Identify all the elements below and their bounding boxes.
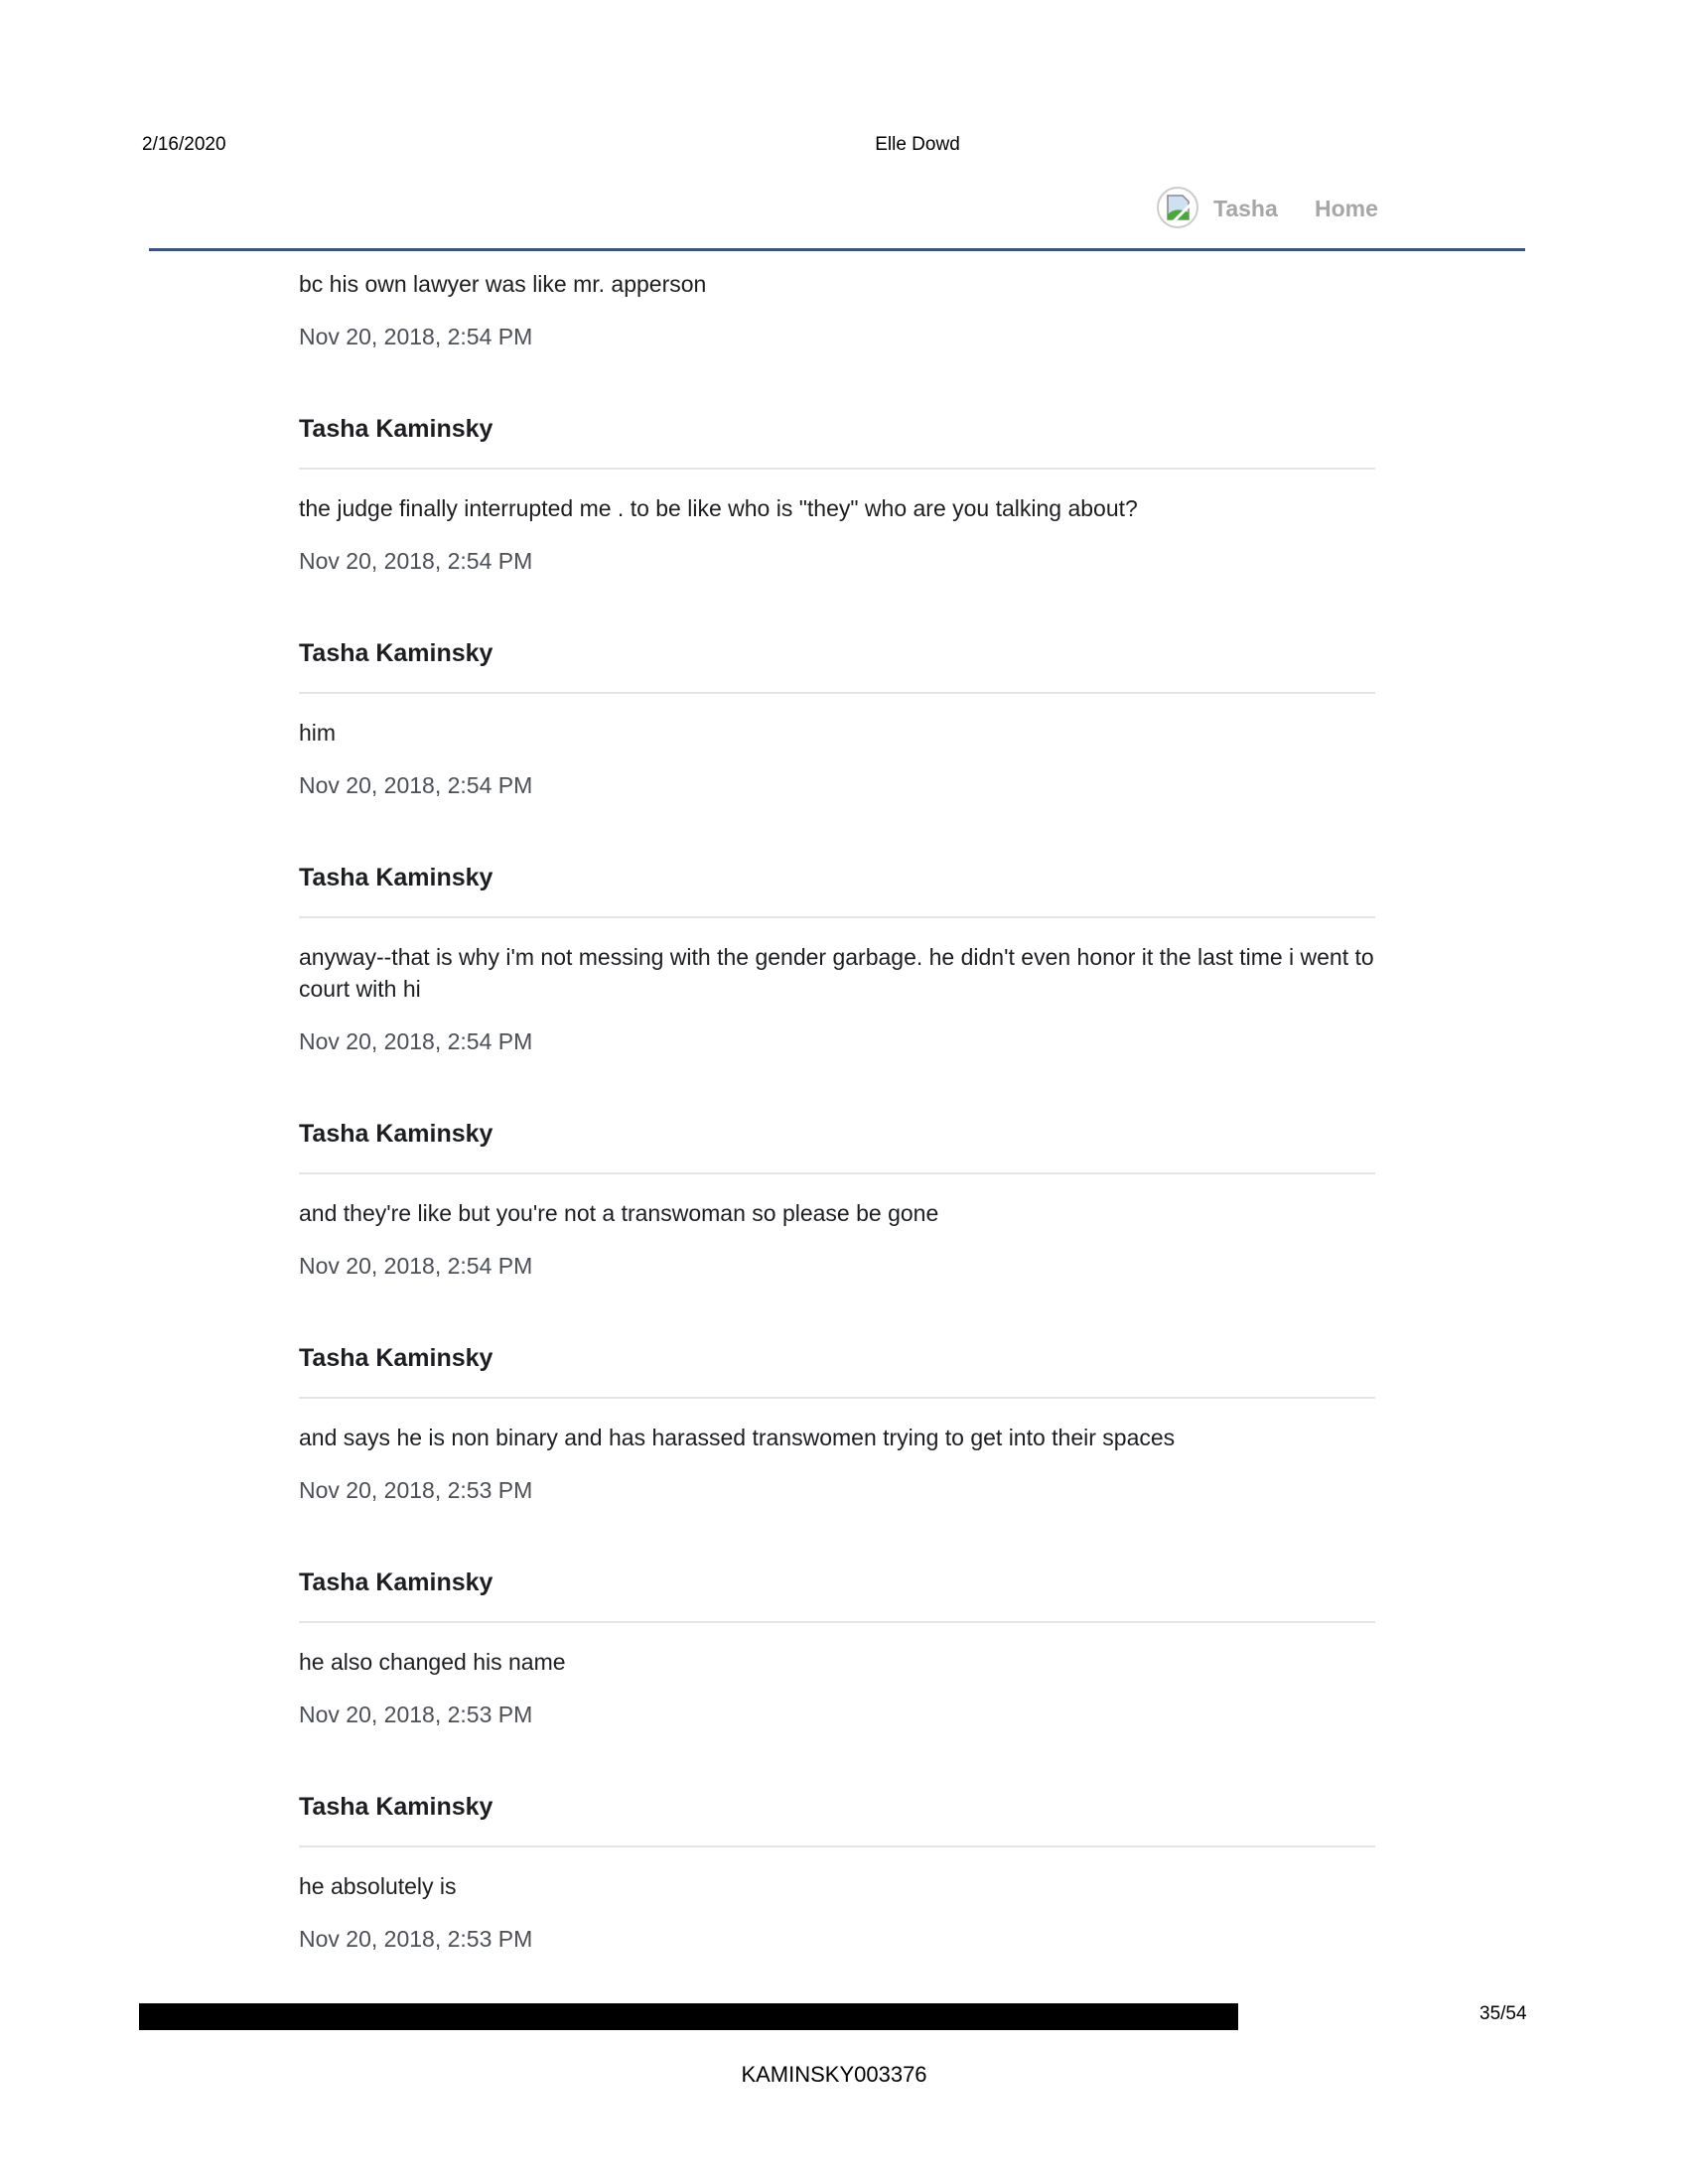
bates-number: KAMINSKY003376 — [741, 2062, 927, 2087]
message-text: anyway--that is why i'm not messing with the gender garbage. he didn't even honor it the last time i went to court with hi — [299, 944, 1374, 1002]
message-timestamp: Nov 20, 2018, 2:53 PM — [299, 1926, 533, 1952]
message-item — [299, 1118, 1375, 1282]
avatar[interactable] — [1157, 187, 1198, 228]
message-text: bc his own lawyer was like mr. apperson — [299, 271, 707, 297]
sender-name: Tasha Kaminsky — [299, 415, 493, 443]
sender-name: Tasha Kaminsky — [299, 1344, 493, 1372]
message-timestamp: Nov 20, 2018, 2:54 PM — [299, 772, 533, 798]
broken-image-icon — [1159, 189, 1196, 226]
sender-name: Tasha Kaminsky — [299, 639, 493, 667]
message-item — [299, 862, 1375, 1057]
message-item — [299, 1791, 1375, 1955]
message-divider — [299, 1397, 1375, 1399]
message-text: he also changed his name — [299, 1649, 566, 1675]
message-timestamp: Nov 20, 2018, 2:53 PM — [299, 1702, 533, 1727]
page-title: Elle Dowd — [875, 134, 960, 155]
message-divider — [299, 692, 1375, 694]
redaction-bar — [139, 2003, 1238, 2030]
message-timestamp: Nov 20, 2018, 2:54 PM — [299, 1028, 533, 1054]
message-timestamp: Nov 20, 2018, 2:54 PM — [299, 324, 533, 349]
message-divider — [299, 916, 1375, 918]
nav-home-link[interactable]: Home — [1315, 196, 1378, 221]
message-divider — [299, 468, 1375, 470]
sender-name: Tasha Kaminsky — [299, 1120, 493, 1148]
message-timestamp: Nov 20, 2018, 2:54 PM — [299, 548, 533, 574]
message-item — [299, 1342, 1375, 1506]
message-list — [299, 268, 1375, 1955]
message-divider — [299, 1621, 1375, 1623]
print-date: 2/16/2020 — [142, 134, 226, 155]
message-timestamp: Nov 20, 2018, 2:53 PM — [299, 1477, 533, 1503]
sender-name: Tasha Kaminsky — [299, 1569, 493, 1596]
message-timestamp: Nov 20, 2018, 2:54 PM — [299, 1253, 533, 1279]
message-text: he absolutely is — [299, 1873, 457, 1899]
sender-name: Tasha Kaminsky — [299, 864, 493, 891]
message-divider — [299, 1845, 1375, 1847]
page-number: 35/54 — [1479, 2003, 1527, 2024]
message-item — [299, 637, 1375, 801]
header-divider — [149, 248, 1525, 251]
message-item — [299, 1567, 1375, 1730]
nav-profile-link[interactable]: Tasha — [1213, 196, 1278, 221]
message-item — [299, 413, 1375, 577]
message-divider — [299, 1172, 1375, 1174]
sender-name: Tasha Kaminsky — [299, 1793, 493, 1821]
message-text: and says he is non binary and has harassed transwomen trying to get into their spaces — [299, 1425, 1176, 1450]
message-text: the judge finally interrupted me . to be like who is "they" who are you talking about? — [299, 495, 1138, 521]
message-continuation — [299, 268, 1375, 352]
message-text: and they're like but you're not a transwoman so please be gone — [299, 1200, 939, 1226]
message-text: him — [299, 720, 337, 746]
